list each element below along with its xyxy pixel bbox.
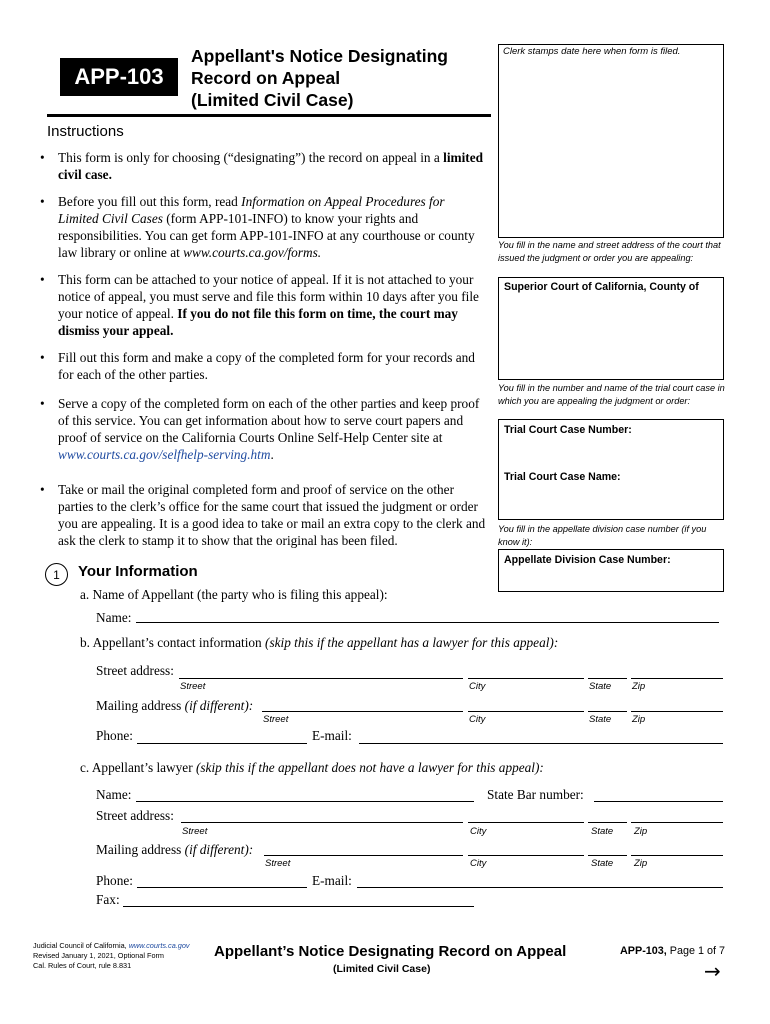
instruction-text: Take or mail the original completed form and proof of service on the other parties to the clerk’s office for the same court that issued the judgment or order you are appealing. It is a good idea to take or mail an extra copy to the clerk and ask the clerk to stamp it to show that the original has been filed. [58,482,486,548]
instruction-text: This form can be attached to your notice of appeal. If it is not attached to your notice of appeal, you must serve and file this form within 10 days after you file your notice of appeal. [58,272,479,321]
contact-info-heading [80,635,558,651]
bullet-icon: • [40,272,45,287]
lawyer-street-label: Street address: [96,808,174,823]
appellant-phone-field[interactable] [137,743,307,744]
lawyer-note: (skip this if the appellant does not have a lawyer for this appeal): [195,760,544,775]
trial-case-name-label: Trial Court Case Name: [504,471,621,483]
city-caption: City [469,681,486,692]
lawyer-city-field[interactable] [468,822,584,823]
instruction-item [40,271,486,339]
instruction-text: Before you fill out this form, read [58,194,242,209]
state-bar-label: State Bar number: [487,787,584,802]
city-caption: City [470,858,487,869]
zip-caption: Zip [632,681,646,692]
lawyer-fax-field[interactable] [123,906,474,907]
instruction-item [40,193,486,261]
contact-info-note: (skip this if the appellant has a lawyer for this appeal): [265,635,559,650]
self-help-link[interactable]: www.courts.ca.gov/selfhelp-serving.htm [58,447,271,462]
city-caption: City [470,826,487,837]
instruction-text: . [270,447,274,462]
lawyer-name-field[interactable] [136,801,474,802]
street-caption: Street [182,826,208,837]
trial-case-note: You fill in the number and name of the trial court case in which you are appealing the judgment or order: [498,383,725,406]
street-caption: Street [265,858,291,869]
form-title-line1: Appellant's Notice Designating [191,46,448,66]
section-number: 1 [45,563,68,586]
footer-revised: Revised January 1, 2021, Optional Form [33,951,165,960]
instruction-bold: limited civil case. [58,150,484,182]
trial-case-number-label: Trial Court Case Number: [504,424,632,436]
instruction-item [40,395,486,463]
zip-caption: Zip [634,858,648,869]
bullet-icon: • [40,396,45,411]
lawyer-mailing-label [96,842,253,858]
lawyer-label: c. Appellant’s lawyer [80,760,196,775]
fax-label: Fax: [96,892,120,907]
clerk-stamp-note: Clerk stamps date here when form is filed. [503,46,681,57]
footer-publisher [33,941,190,971]
publisher-text: Judicial Council of California, [33,941,129,950]
instruction-italic: Information on Appeal Procedures for Limited Civil Cases [58,194,445,226]
bullet-icon: • [40,482,45,497]
form-title-line3: (Limited Civil Case) [191,90,354,110]
lawyer-mailing-zip-field[interactable] [631,855,723,856]
street-caption: Street [263,714,289,725]
state-caption: State [591,858,614,869]
city-caption: City [469,714,486,725]
courts-link[interactable]: www.courts.ca.gov [128,941,190,950]
name-label: Name: [96,610,132,625]
street-address-label: Street address: [96,663,174,678]
appellate-case-note: You fill in the appellate division case number (if you know it): [498,524,707,547]
instructions-heading: Instructions [47,123,124,140]
lawyer-mailing-street-field[interactable] [264,855,463,856]
footer-page-info [620,945,725,957]
appellant-name-heading: a. Name of Appellant (the party who is filing this appeal): [80,587,388,602]
contact-info-label: b. Appellant’s contact information [80,635,266,650]
appellant-mailing-city-field[interactable] [468,711,584,712]
mailing-note: (if different): [184,842,254,857]
instruction-text: This form is only for choosing (“designating”) the record on appeal in a [58,150,444,165]
appellant-mailing-zip-field[interactable] [631,711,723,712]
mailing-note: (if different): [184,698,254,713]
header-divider [47,114,491,117]
form-number-badge: APP-103 [60,58,178,96]
footer-form-number: APP-103, [620,945,667,957]
appellant-email-field[interactable] [359,743,723,744]
form-title [191,45,491,111]
footer-subtitle: (Limited Civil Case) [333,963,431,975]
lawyer-mailing-state-field[interactable] [588,855,627,856]
lawyer-heading [80,760,544,776]
street-caption: Street [180,681,206,692]
lawyer-email-label: E-mail: [312,873,352,888]
lawyer-phone-label: Phone: [96,873,133,888]
footer-publisher-line [33,941,190,951]
state-caption: State [589,681,612,692]
appellate-case-number-label: Appellate Division Case Number: [504,554,671,566]
state-caption: State [589,714,612,725]
instruction-bold: If you do not file this form on time, the court may dismiss your appeal. [58,306,458,338]
phone-label: Phone: [96,728,133,743]
state-caption: State [591,826,614,837]
bullet-icon: • [40,194,45,209]
court-note: You fill in the name and street address of the court that issued the judgment or order you are appealing: [498,240,721,263]
lawyer-email-field[interactable] [357,887,723,888]
lawyer-street-field[interactable] [181,822,463,823]
state-bar-number-field[interactable] [594,801,723,802]
appellant-zip-field[interactable] [631,678,723,679]
appellant-mailing-street-field[interactable] [262,711,463,712]
clerk-stamp-box [498,44,724,238]
mailing-address-label [96,698,253,714]
form-title-line2: Record on Appeal [191,68,341,88]
lawyer-zip-field[interactable] [631,822,723,823]
bullet-icon: • [40,150,45,165]
forms-link[interactable]: www.courts.ca.gov/forms. [183,245,322,260]
instruction-item [40,481,486,549]
instruction-item [40,149,486,183]
footer-title: Appellant’s Notice Designating Record on Appeal [214,943,567,960]
bullet-icon: • [40,350,45,365]
instruction-text: Serve a copy of the completed form on each of the other parties and keep proof of this service. You can get information about how to serve court papers and proof of service on the California Courts Online Self-Help Center site at [58,396,480,445]
lawyer-phone-field[interactable] [137,887,307,888]
zip-caption: Zip [632,714,646,725]
zip-caption: Zip [634,826,648,837]
appellant-city-field[interactable] [468,678,584,679]
trial-case-number-field[interactable] [499,440,723,470]
lawyer-mailing-city-field[interactable] [468,855,584,856]
footer-rule: Cal. Rules of Court, rule 8.831 [33,961,132,970]
court-box-label: Superior Court of California, County of [504,281,699,293]
section-title: Your Information [78,563,198,580]
mailing-label: Mailing address [96,698,185,713]
appellant-state-field[interactable] [588,678,627,679]
appellant-street-field[interactable] [179,678,463,679]
instruction-item [40,349,486,383]
page-number: Page 1 of 7 [666,945,726,957]
mailing-label: Mailing address [96,842,185,857]
lawyer-state-field[interactable] [588,822,627,823]
appellant-name-field[interactable] [136,622,719,623]
email-label: E-mail: [312,728,352,743]
instruction-text: (form APP-101-INFO) to know your rights and responsibilities. You can get form APP-101-INFO at any courthouse or county law library or online at [58,211,475,260]
lawyer-name-label: Name: [96,787,132,802]
appellant-mailing-state-field[interactable] [588,711,627,712]
instruction-text: Fill out this form and make a copy of the completed form for your records and for each of the other parties. [58,350,475,382]
trial-case-name-field[interactable] [499,487,723,519]
next-page-arrow-icon[interactable]: → [704,959,721,983]
